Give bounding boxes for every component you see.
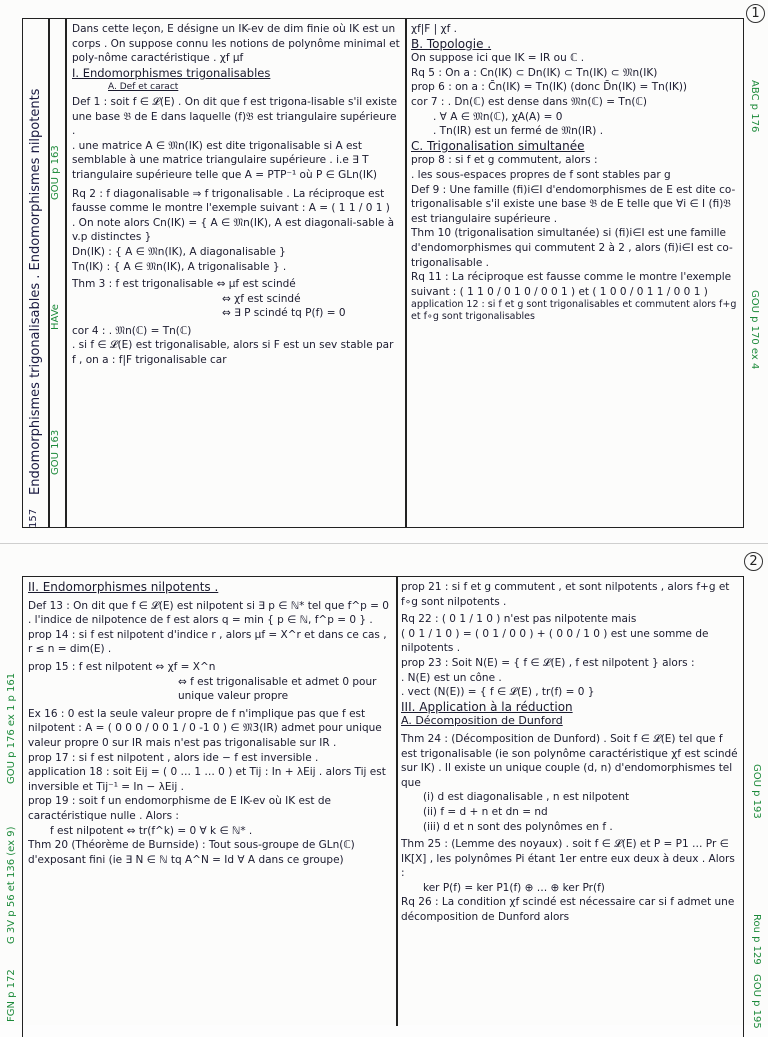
remark-inclusions: Rq 5 : On a : Cn(IK) ⊂ Dn(IK) ⊂ Tn(IK) ⊂ 𝔐n(IK) bbox=[411, 66, 658, 79]
subsection-heading: A. Def et caract bbox=[108, 82, 179, 93]
ref-left-2: G 3V p 56 et 136 (ex 9) bbox=[6, 826, 17, 944]
section-heading: II. Endomorphismes nilpotents . bbox=[28, 580, 219, 594]
dunford-i: (i) d est diagonalisable , n est nilpotent bbox=[423, 791, 630, 804]
theorem: Thm 3 : f est trigonalisable ⇔ μf est scindé bbox=[72, 278, 296, 291]
theorem-equiv-2: ⇔ ∃ P scindé tq P(f) = 0 bbox=[222, 307, 346, 320]
notation-dn: Dn(IK) : { A ∈ 𝔐n(IK), A diagonalisable } bbox=[72, 245, 286, 258]
application-heading: III. Application à la réduction bbox=[401, 699, 573, 714]
topology-hyp: On suppose ici que IK = IR ou ℂ . bbox=[411, 52, 585, 65]
dunford-iii: (iii) d et n sont des polynômes en f . bbox=[423, 820, 613, 833]
application: application 12 : si f et g sont trigonalisables et commutent alors f+g et f∘g sont trigonalisables bbox=[411, 299, 737, 323]
right-column bbox=[401, 580, 739, 1025]
theorem-equiv-1: ⇔ χf est scindé bbox=[222, 292, 301, 305]
prop-charpoly-equiv: ⇔ f est trigonalisable et admet 0 pour unique valeur propre bbox=[178, 675, 377, 703]
column-divider bbox=[405, 18, 407, 528]
prop-invertible: prop 17 : si f est nilpotent , alors ide − f est inversible . bbox=[28, 751, 319, 764]
def-cotrig: Def 9 : Une famille (fi)i∈I d'endomorphismes de E est dite co-trigonalisable s'il existe une base 𝔅 de E telle que ∀i ∈ I (fi)𝔅 est triangulaire supérieure . bbox=[411, 183, 736, 225]
definition: Def 1 : soit f ∈ 𝓛(E) . On dit que f est trigona-lisable s'il existe une base 𝔅 de E dans laquelle (f)𝔅 est triangulaire supérieure . bbox=[72, 95, 397, 138]
prop-minpoly: prop 14 : si f est nilpotent d'indice r , alors μf = X^r et dans ce cas , r ≤ n = dim(E) . bbox=[28, 628, 387, 656]
remark-sum: ( 0 1 / 1 0 ) = ( 0 1 / 0 0 ) + ( 0 0 / 1 0 ) est une somme de nilpotents . bbox=[401, 627, 709, 655]
margin-line bbox=[65, 18, 67, 528]
thm-kernels: Thm 25 : (Lemme des noyaux) . soit f ∈ 𝓛(E) et P = P1 … Pr ∈ IK[X] , les polynômes Pi étant 1er entre eux deux à deux . Alors : bbox=[401, 838, 735, 880]
ref-right-2: Rou p 129 bbox=[751, 914, 762, 965]
cayley-hamilton: . ∀ A ∈ 𝔐n(ℂ), χA(A) = 0 bbox=[433, 110, 563, 123]
definition-matrix: . une matrice A ∈ 𝔐n(IK) est dite trigonalisable si A est semblable à une matrice triangulaire supérieure . i.e ∃ T triangulaire supérieure telle que A = PTP⁻¹ où P ∈ GLn(IK) bbox=[72, 139, 377, 181]
continuation: χf|F | χf . bbox=[411, 23, 457, 35]
corollary-dense: cor 7 : . Dn(ℂ) est dense dans 𝔐n(ℂ) = Tn(ℂ) bbox=[411, 95, 647, 108]
ref-right-3: GOU p 195 bbox=[751, 974, 762, 1029]
ref-right-2: GOU p 170 ex 4 bbox=[749, 290, 760, 370]
lesson-title: Endomorphismes trigonalisables . Endomorphismes nilpotents bbox=[28, 88, 43, 495]
right-column bbox=[411, 22, 739, 522]
thm-simultaneous: Thm 10 (trigonalisation simultanée) si (fi)i∈I est une famille d'endomorphismes qui commutent 2 à 2 , alors (fi)i∈I est co-trigonalisable . bbox=[411, 227, 733, 269]
lesson-code: 157 bbox=[28, 508, 39, 528]
page-number: 2 bbox=[744, 552, 763, 571]
prop-commute: prop 8 : si f et g commutent, alors : bbox=[411, 154, 598, 167]
prop-sum-nilpotent: prop 21 : si f et g commutent , et sont nilpotents , alors f+g et f∘g sont nilpotents . bbox=[401, 581, 730, 608]
prop-cone-1: . N(E) est un cône . bbox=[401, 671, 502, 684]
closed-set: . Tn(IR) est un fermé de 𝔐n(IR) . bbox=[433, 125, 604, 138]
ref-right-1: ABC p 176 bbox=[749, 80, 760, 133]
remark: Rq 2 : f diagonalisable ⇒ f trigonalisable . La réciproque est fausse comme le montre l'exemple suivant : A = ( 1 1 / 0 1 ) bbox=[72, 187, 390, 215]
thm-dunford: Thm 24 : (Décomposition de Dunford) . Soit f ∈ 𝓛(E) tel que f est trigonalisable (ie son polynôme caractéristique χf est scindé sur IK) . Il existe un unique couple (d, n) d'endomorphismes tel que bbox=[401, 732, 738, 789]
column-divider bbox=[396, 576, 398, 1026]
topology-heading: B. Topologie . bbox=[411, 36, 492, 51]
prop-charpoly: prop 15 : f est nilpotent ⇔ χf = X^n bbox=[28, 660, 216, 673]
application-transvection: application 18 : soit Eij = ( 0 … 1 … 0 ) et Tij : In + λEij . alors Tij est inversible et Tij⁻¹ = In − λEij . bbox=[28, 766, 386, 793]
notation: . On note alors Cn(IK) = { A ∈ 𝔐n(IK), A est diagonali-sable à v.p distinctes } bbox=[72, 216, 395, 244]
ref-left-2: HAVe bbox=[50, 304, 61, 330]
remark-counterexample: Rq 11 : La réciproque est fausse comme le montre l'exemple suivant : ( 1 1 0 / 0 1 0 / 0 0 1 ) et ( 1 0 0 / 0 1 1 / 0 0 1 ) bbox=[411, 271, 732, 298]
ref-left-1: GOU p 163 bbox=[50, 145, 61, 200]
intro-text: Dans cette leçon, E désigne un IK-ev de dim finie où IK est un corps . On suppose connu les notions de polynôme minimal et poly-nôme caractéristique . χf μf bbox=[72, 23, 400, 65]
prop-closure: prop 6 : on a : C̄n(IK) = Tn(IK) (donc D̄n(IK) = Tn(IK)) bbox=[411, 81, 688, 94]
notation-tn: Tn(IK) : { A ∈ 𝔐n(IK), A trigonalisable } . bbox=[72, 260, 287, 273]
thm-burnside: Thm 20 (Théorème de Burnside) : Tout sous-groupe de GLn(ℂ) d'exposant fini (ie ∃ N ∈ ℕ tq A^N = Id ∀ A dans ce groupe) bbox=[28, 839, 355, 866]
prop-cone: prop 23 : Soit N(E) = { f ∈ 𝓛(E) , f est nilpotent } alors : bbox=[401, 656, 695, 669]
ref-right-1: GOU p 193 bbox=[751, 764, 762, 819]
left-column bbox=[72, 22, 400, 522]
page-number: 1 bbox=[746, 4, 765, 23]
example: Ex 16 : 0 est la seule valeur propre de f n'implique pas que f est nilpotent : A = ( 0 0 0 / 0 0 1 / 0 -1 0 ) ∈ 𝔐3(IR) admet pour unique valeur propre 0 sur IR mais n'est pas trigonalisable sur IR . bbox=[28, 707, 382, 749]
remark-scinde: Rq 26 : La condition χf scindé est nécessaire car si f admet une décomposition de Dunford alors bbox=[401, 896, 735, 924]
corollary: cor 4 : . 𝔐n(ℂ) = Tn(ℂ) bbox=[72, 324, 192, 337]
prop-cone-2: . vect (N(E)) = { f ∈ 𝓛(E) , tr(f) = 0 } bbox=[401, 686, 595, 699]
dunford-ii: (ii) f = d + n et dn = nd bbox=[423, 805, 548, 818]
prop-commute-stable: . les sous-espaces propres de f sont stables par g bbox=[411, 168, 671, 181]
dunford-heading: A. Décomposition de Dunford bbox=[401, 714, 563, 728]
corollary-stable: . si f ∈ 𝓛(E) est trigonalisable, alors si F est un sev stable par f , on a : f|F trigonalisable car bbox=[72, 339, 394, 367]
ref-left-1: GOU p 176 ex 1 p 161 bbox=[6, 672, 17, 784]
section-heading: I. Endomorphismes trigonalisables bbox=[72, 65, 271, 80]
ref-left-3: FGN p 172 bbox=[6, 969, 17, 1022]
prop-trace-equiv: f est nilpotent ⇔ tr(f^k) = 0 ∀ k ∈ ℕ* . bbox=[50, 824, 253, 837]
ref-left-3: GOU 163 bbox=[50, 429, 61, 475]
left-column bbox=[28, 580, 390, 1025]
simultaneous-heading: C. Trigonalisation simultanée bbox=[411, 138, 585, 153]
page-2 bbox=[0, 543, 768, 1029]
def-nilpotent: Def 13 : On dit que f ∈ 𝓛(E) est nilpotent si ∃ p ∈ ℕ* tel que f^p = 0 . l'indice de nilpotence de f est alors q = min { p ∈ ℕ, f^p = 0 } . bbox=[28, 599, 389, 627]
remark-not-nilpotent: Rq 22 : ( 0 1 / 1 0 ) n'est pas nilpotente mais bbox=[401, 613, 637, 626]
kernels-formula: ker P(f) = ker P1(f) ⊕ … ⊕ ker Pr(f) bbox=[423, 881, 605, 894]
prop-trace: prop 19 : soit f un endomorphisme de E IK-ev où IK est de caractéristique nulle . Alors : bbox=[28, 795, 331, 822]
